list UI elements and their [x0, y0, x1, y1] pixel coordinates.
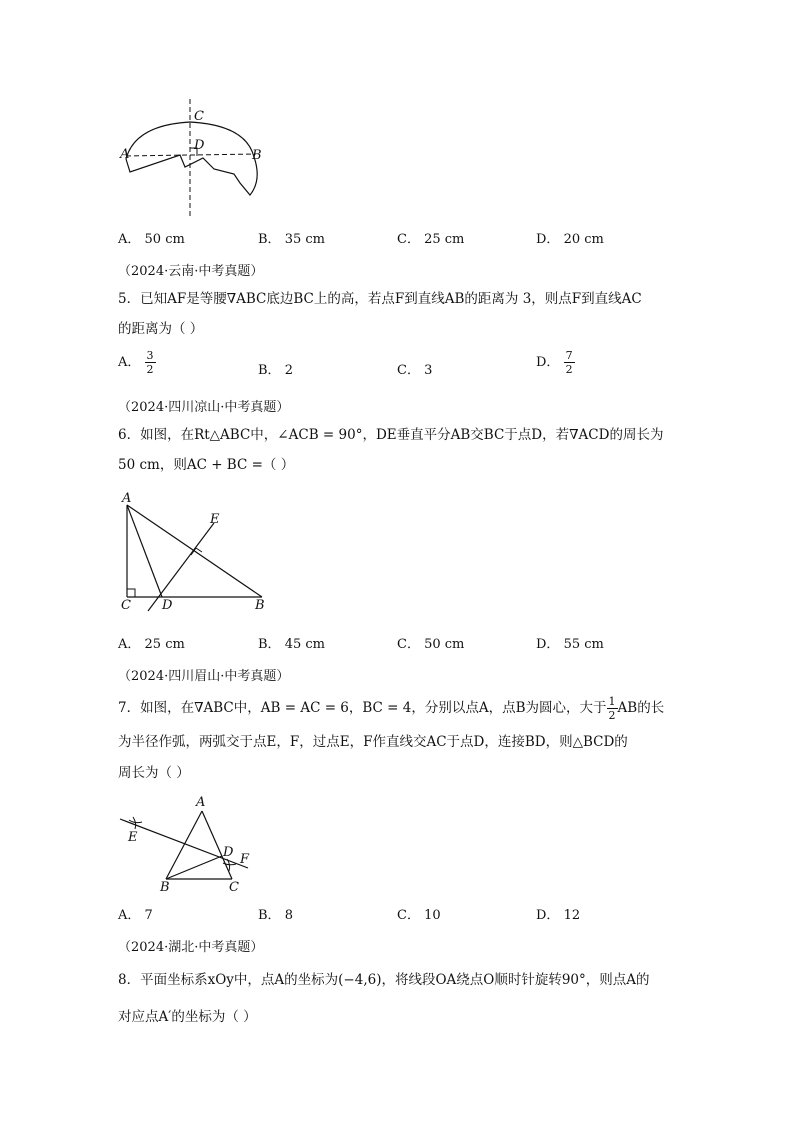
q7-option-c: C． 10	[397, 908, 441, 923]
fig7-label-a: A	[196, 795, 206, 810]
q4-option-c: C． 25 cm	[397, 232, 465, 247]
q6-source: （2024·四川凉山·中考真题）	[118, 400, 290, 415]
fig6-label-c: C	[121, 598, 131, 613]
q8-stem-line2: 对应点A′的坐标为（ ）	[118, 1009, 257, 1025]
q6-option-d: D． 55 cm	[536, 637, 604, 652]
fig4-label-d: D	[194, 138, 205, 153]
fig6-label-d: D	[162, 598, 173, 613]
q6-option-c: C． 50 cm	[397, 637, 465, 652]
fig7-label-f: F	[240, 852, 250, 867]
fig7-label-b: B	[160, 880, 170, 895]
fig7-label-e: E	[128, 830, 138, 845]
fig4-label-c: C	[194, 109, 204, 124]
fig6-label-e: E	[210, 512, 220, 527]
fig6-label-a: A	[122, 491, 132, 506]
fig4-label-b: B	[252, 148, 262, 163]
q7-stem-line2: 为半径作弧，两弧交于点E，F，过点E，F作直线交AC于点D，连接BD，则△BCD的	[118, 734, 628, 750]
fig4-label-a: A	[120, 147, 130, 162]
q7-option-b: B． 8	[258, 908, 293, 923]
figure-q6	[110, 485, 280, 615]
q4-option-a: A． 50 cm	[118, 232, 185, 247]
fig6-label-b: B	[255, 598, 265, 613]
q7-stem: 7．如图，在∇ABC中，AB = AC = 6，BC = 4，分别以点A，点B为圆心，大于 $\frac{1}{2}$ AB的长	[118, 695, 665, 722]
q7-source: （2024·四川眉山·中考真题）	[118, 669, 290, 684]
fig7-label-c: C	[229, 880, 239, 895]
q5-stem: 5．已知AF是等腰∇ABC底边BC上的高，若点F到直线AB的距离为 3，则点F到直线AC	[118, 291, 642, 307]
figure-q4	[110, 95, 280, 220]
q7-option-a: A． 7	[118, 908, 153, 923]
q5-option-d: D． $\frac{7}{2}$	[536, 349, 573, 376]
q5-option-b: B． 2	[258, 363, 293, 378]
q5-option-a: A． $\frac{3}{2}$	[118, 349, 154, 376]
q6-stem-line2: 50 cm，则AC + BC =（ ）	[118, 457, 295, 473]
q5-source: （2024·云南·中考真题）	[118, 264, 264, 279]
q6-option-b: B． 45 cm	[258, 637, 325, 652]
figure-q7	[110, 793, 270, 898]
q8-source: （2024·湖北·中考真题）	[118, 940, 264, 955]
q8-stem: 8．平面坐标系xOy中，点A的坐标为(−4,6)，将线段OA绕点O顺时针旋转90°，则点A的	[118, 972, 650, 988]
q4-option-d: D． 20 cm	[536, 232, 604, 247]
fig7-label-d: D	[223, 845, 234, 860]
q6-option-a: A． 25 cm	[118, 637, 185, 652]
q5-stem-line2: 的距离为（ ）	[118, 321, 204, 337]
q5-option-c: C． 3	[397, 363, 433, 378]
q4-option-b: B． 35 cm	[258, 232, 325, 247]
q7-option-d: D． 12	[536, 908, 581, 923]
q6-stem: 6．如图，在Rt△ABC中，∠ACB = 90°，DE垂直平分AB交BC于点D，若∇ACD的周长为	[118, 427, 664, 443]
q7-stem-line3: 周长为（ ）	[118, 765, 190, 781]
